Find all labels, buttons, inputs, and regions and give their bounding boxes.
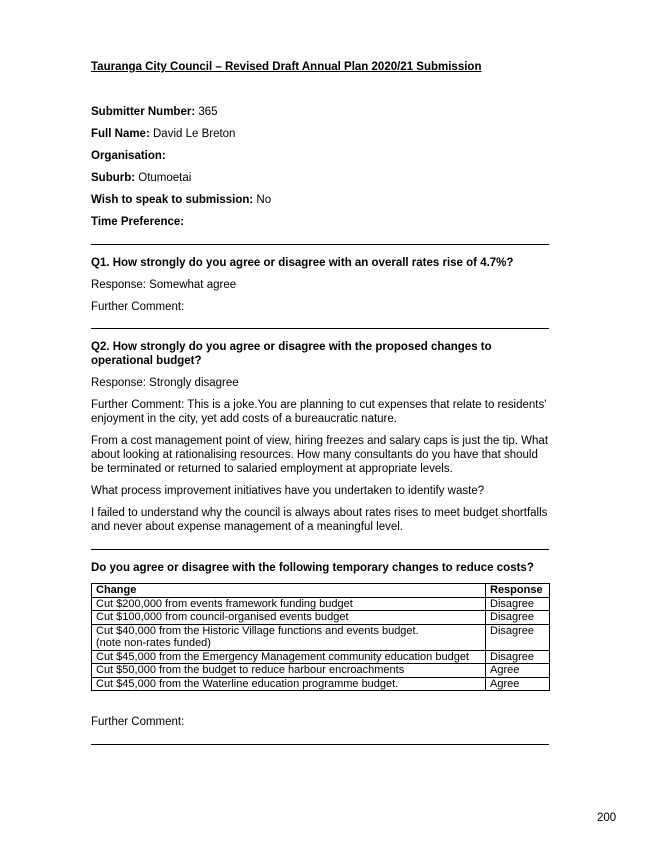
table-row	[92, 624, 550, 650]
submitter-number-field	[91, 105, 549, 119]
time-preference-field	[91, 215, 549, 229]
q1-comment: Further Comment:	[91, 301, 185, 313]
field-label: Organisation:	[91, 150, 166, 162]
change-text: Cut $40,000 from the Historic Village functions and events budget.	[96, 624, 419, 637]
response-cell: Agree	[486, 677, 550, 691]
q1-response: Response: Somewhat agree	[91, 279, 237, 291]
full-name-field	[91, 127, 549, 141]
field-value: 365	[195, 106, 218, 118]
change-cell	[92, 624, 486, 650]
change-cell: Cut $50,000 from the budget to reduce harbour encroachments	[92, 664, 486, 678]
column-header-change: Change	[92, 584, 486, 598]
field-label: Time Preference:	[91, 216, 185, 228]
field-value: Otumoetai	[135, 172, 192, 184]
q2-paragraph: From a cost management point of view, hiring freezes and salary caps is just the tip. What about looking at rationalising resources. How many consultants do you have that should be terminated or returned to salaried employment at appropriate levels.	[91, 435, 549, 475]
q1-question: Q1. How strongly do you agree or disagree with an overall rates rise of 4.7%?	[91, 257, 514, 269]
table-header-row	[92, 584, 550, 598]
q3-comment: Further Comment:	[91, 716, 185, 728]
change-note: (note non-rates funded)	[96, 637, 211, 649]
response-cell: Disagree	[486, 624, 550, 650]
organisation-field	[91, 149, 549, 163]
response-cell: Disagree	[486, 650, 550, 664]
table-row	[92, 677, 550, 691]
q3-question: Do you agree or disagree with the following temporary changes to reduce costs?	[91, 562, 534, 574]
column-header-response: Response	[486, 584, 550, 598]
field-value: David Le Breton	[149, 128, 236, 140]
change-cell: Cut $100,000 from council-organised events budget	[92, 611, 486, 625]
response-cell: Agree	[486, 664, 550, 678]
field-label: Full Name:	[91, 128, 150, 140]
change-cell: Cut $45,000 from the Waterline education programme budget.	[92, 677, 486, 691]
q2-question: Q2. How strongly do you agree or disagree with the proposed changes to operational budget?	[91, 341, 492, 367]
cost-changes-table	[91, 583, 550, 691]
table-row	[92, 664, 550, 678]
field-label: Submitter Number:	[91, 106, 196, 118]
table-row	[92, 650, 550, 664]
page-number: 200	[597, 812, 617, 824]
q2-paragraph: What process improvement initiatives have you undertaken to identify waste?	[91, 485, 485, 497]
submission-content	[91, 60, 549, 745]
field-label: Wish to speak to submission:	[91, 194, 254, 206]
change-cell: Cut $45,000 from the Emergency Management community education budget	[92, 650, 486, 664]
divider	[91, 744, 549, 745]
field-label: Suburb:	[91, 172, 136, 184]
response-cell: Disagree	[486, 611, 550, 625]
document-title: Tauranga City Council – Revised Draft Annual Plan 2020/21 Submission	[91, 61, 482, 73]
field-value: No	[253, 194, 272, 206]
change-cell: Cut $200,000 from events framework funding budget	[92, 597, 486, 611]
q2-paragraph: I failed to understand why the council is always about rates rises to meet budget shortfalls and never about expense management of a meaningful level.	[91, 507, 548, 533]
suburb-field	[91, 171, 549, 185]
table-row	[92, 597, 550, 611]
table-row	[92, 611, 550, 625]
q2-comment: Further Comment: This is a joke.You are planning to cut expenses that relate to residents' enjoyment in the city, yet add costs of a bureaucratic nature.	[91, 399, 547, 425]
speak-field	[91, 193, 549, 207]
q2-response: Response: Strongly disagree	[91, 377, 239, 389]
response-cell: Disagree	[486, 597, 550, 611]
